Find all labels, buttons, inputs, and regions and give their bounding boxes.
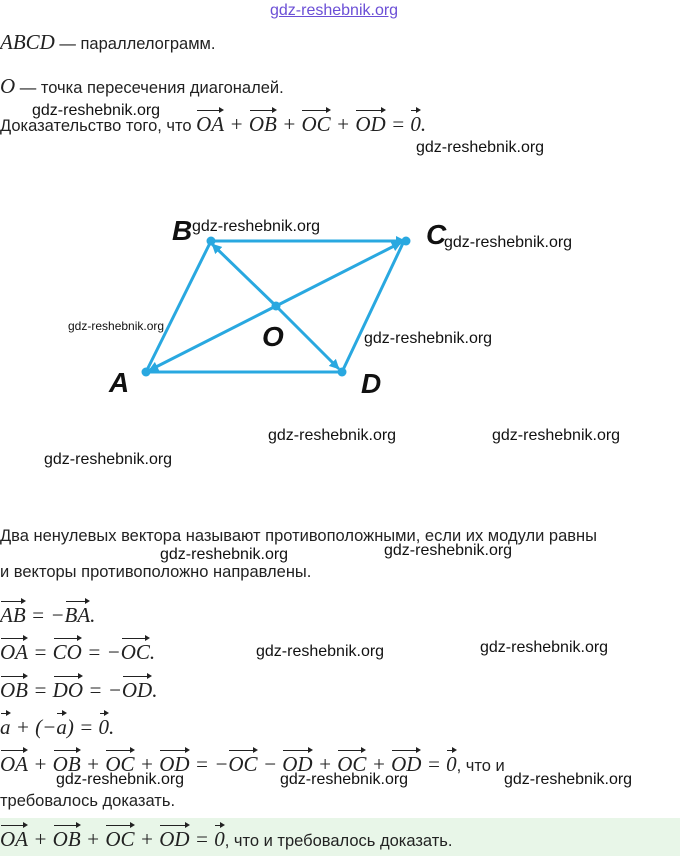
watermark: gdz-reshebnik.org: [192, 218, 321, 235]
watermark-top[interactable]: gdz-reshebnik.org: [270, 2, 399, 19]
label-c: C: [426, 219, 447, 250]
proof-prefix: Доказательство того, что: [0, 117, 197, 135]
watermark: gdz-reshebnik.org: [416, 139, 545, 156]
definition-line-2: и векторы противоположно направлены.: [0, 563, 312, 581]
given-abcd-text: — параллелограмм.: [54, 35, 216, 53]
equation-sum: OA + OB + OC + OD = −OC − OD + OC + OD = 0, что и: [0, 748, 505, 777]
equation-ab: AB = −BA.: [0, 599, 95, 628]
point-c: [402, 237, 411, 246]
arrow-ob: [213, 245, 276, 306]
answer-line: OA + OB + OC + OD = 0, что и требовалось доказать.: [0, 823, 452, 852]
vector-ob: OB: [249, 108, 277, 137]
watermark: gdz-reshebnik.org: [268, 427, 397, 444]
given-o: O: [0, 74, 16, 98]
parallelogram-diagram: [0, 200, 680, 410]
given-abcd: ABCD: [0, 30, 55, 54]
point-b: [207, 237, 216, 246]
watermark: gdz-reshebnik.org: [280, 771, 409, 788]
watermark: gdz-reshebnik.org: [256, 643, 385, 660]
watermark: gdz-reshebnik.org: [364, 330, 493, 347]
conclusion-suffix: , что и: [456, 757, 505, 775]
watermark: gdz-reshebnik.org: [504, 771, 633, 788]
watermark: gdz-reshebnik.org: [44, 451, 173, 468]
point-a: [142, 368, 151, 377]
watermark: gdz-reshebnik.org: [32, 102, 161, 119]
conclusion-line-2: требовалось доказать.: [0, 792, 176, 810]
definition-line-1: Два ненулевых вектора называют противоположными, если их модули равны: [0, 527, 597, 545]
vector-od: OD: [355, 108, 385, 137]
equation-ob: OB = DO = −OD.: [0, 674, 157, 703]
answer-suffix: , что и требовалось доказать.: [224, 832, 453, 850]
arrow-oa: [150, 306, 276, 370]
watermark: gdz-reshebnik.org: [160, 546, 289, 563]
watermark: gdz-reshebnik.org: [384, 542, 513, 559]
watermark: gdz-reshebnik.org: [480, 639, 609, 656]
watermark: gdz-reshebnik.org: [492, 427, 621, 444]
label-o: O: [262, 321, 284, 352]
label-a: A: [109, 367, 130, 398]
watermark: gdz-reshebnik.org: [56, 771, 185, 788]
arrow-oc: [276, 243, 400, 306]
label-d: D: [361, 368, 382, 399]
proof-statement: Доказательство того, что OA + OB + OC + OD = 0.: [0, 108, 426, 137]
equation-oa: OA = CO = −OC.: [0, 636, 155, 665]
vector-zero: 0: [410, 108, 421, 137]
arrow-od: [276, 306, 338, 368]
side-ab: [146, 241, 211, 372]
given-parallelogram: [0, 30, 215, 55]
vector-oc: OC: [301, 108, 330, 137]
point-o: [272, 302, 281, 311]
label-b: B: [172, 215, 193, 246]
point-d: [338, 368, 347, 377]
watermark: gdz-reshebnik.org: [444, 234, 573, 251]
side-dc: [342, 241, 404, 372]
watermark: gdz-reshebnik.org: [68, 319, 165, 333]
equation-a: a + (−a) = 0.: [0, 711, 114, 740]
given-point-o: [0, 74, 284, 99]
given-o-text: — точка пересечения диагоналей.: [15, 79, 284, 97]
vector-oa: OA: [196, 108, 224, 137]
